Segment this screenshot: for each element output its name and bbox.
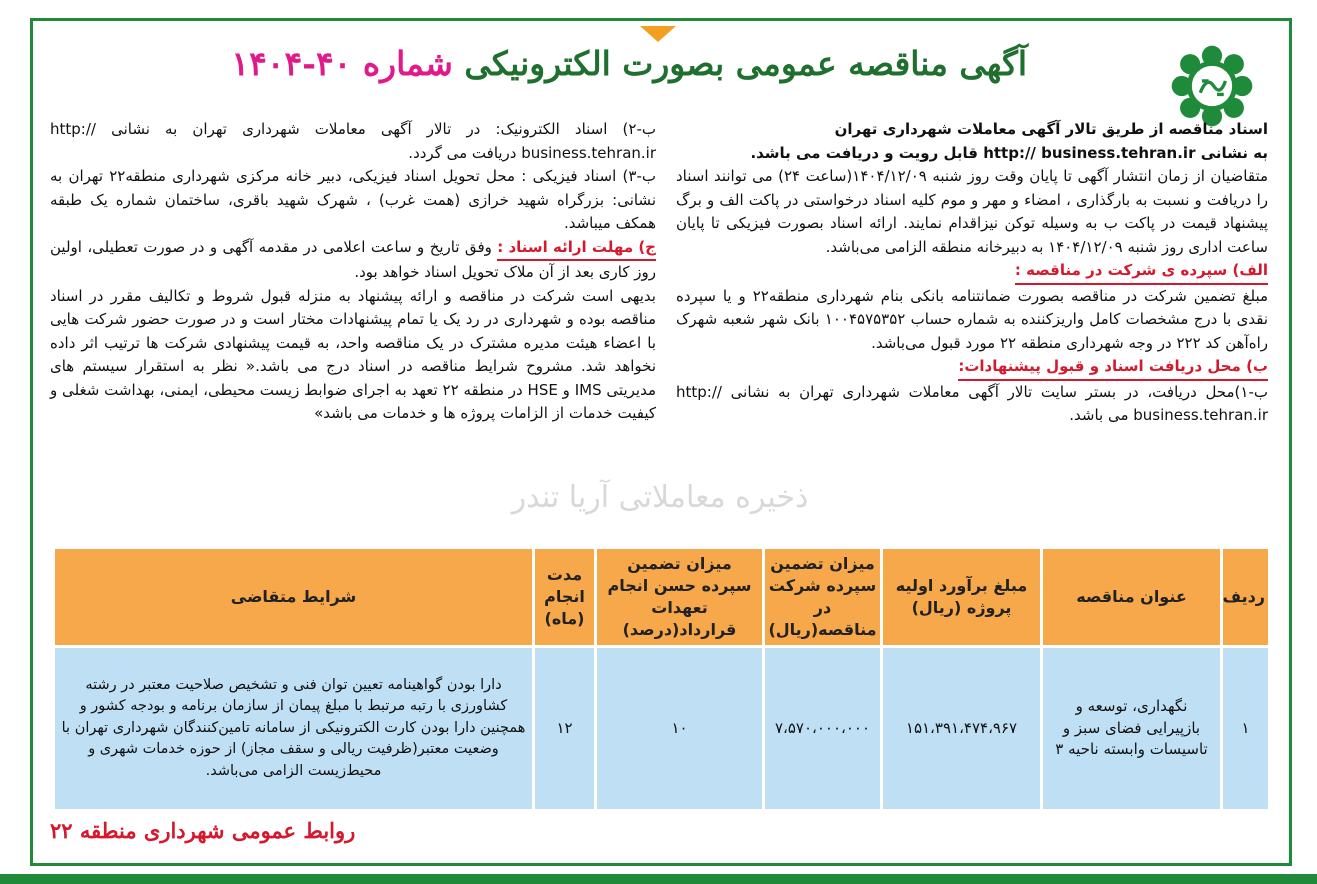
b1-prefix: ب-۱)محل دریافت، در بستر سایت تالار آگهی معاملات شهرداری تهران به نشانی: [721, 382, 1268, 401]
header-conditions: شرایط متقاضی: [54, 548, 534, 647]
intro-url-link[interactable]: http:// business.tehran.ir: [983, 143, 1196, 162]
c-paragraph: [50, 236, 656, 285]
bottom-green-bar: [0, 874, 1317, 884]
cell-row-number: ۱: [1222, 647, 1270, 811]
notice-title: [207, 44, 1027, 83]
deposit-paragraph: مبلغ تضمین شرکت در مناقصه بصورت ضمانتنامه بانکی بنام شهرداری منطقه۲۲ و یا سپرده نقدی با درج مشخصات کامل واریزکننده به شماره حساب ۱۰۰۴۵۷۵۳۵۲ بانک شهر شعبه شهرک راه‌آهن کد ۲۲۲ در وجه شهرداری منطقه ۲۲ مورد قبول می‌باشد.: [676, 286, 1269, 352]
b1-paragraph: [676, 381, 1268, 428]
c-body: وفق تاریخ و ساعت اعلامی در مقدمه آگهی و در صورت تعطیلی، اولین روز کاری بعد از آن ملاک تحویل اسناد خواهد بود.: [50, 237, 656, 281]
table-row: [54, 647, 1270, 811]
cell-estimate: ۱۵۱،۳۹۱،۴۷۴،۹۶۷: [882, 647, 1042, 811]
header-estimate: مبلغ برآورد اولیه پروژه (ریال): [882, 548, 1042, 647]
cell-guarantee: ۷،۵۷۰،۰۰۰،۰۰۰: [764, 647, 882, 811]
cell-conditions: دارا بودن گواهینامه تعیین توان فنی و تشخیص صلاحیت معتبر در رشته کشاورزی با رتبه مرتبط با مبلغ پیمان از سازمان برنامه و بودجه کشور و همچنین دارا بودن کارت الکترونیکی از سامانه تامین‌کنندگان شهرداری تهران با وضعیت معتبر(ظرفیت ریالی و سقف مجاز) از حوزه خدمات شهری و محیط‌زیست الزامی می‌باشد.: [54, 647, 534, 811]
cell-performance: ۱۰: [596, 647, 764, 811]
header-tender-title: عنوان مناقصه: [1042, 548, 1222, 647]
intro-line-2-prefix: به نشانی: [1195, 143, 1268, 162]
intro-body: متقاضیان از زمان انتشار آگهی تا پایان وقت روز شنبه ۱۴۰۴/۱۲/۰۹(ساعت ۲۴) می توانند اسناد را دریافت و نسبت به بارگذاری ، امضاء و مهر و موم کلیه اسناد درخواستی در پاکت الف و برگ پیشنهاد قیمت در پاکت ب به وسیله توکن نیزاقدام نمایند. ارائه اسناد بصورت فیزیکی تا پایان ساعت اداری روز شنبه ۱۴۰۴/۱۲/۰۹ به دبیرخانه منطقه الزامی می‌باشد.: [676, 167, 1268, 256]
b2-url-link[interactable]: http:// business.tehran.ir: [50, 120, 656, 162]
cell-duration: ۱۲: [534, 647, 596, 811]
b2-paragraph: [50, 118, 656, 165]
table-header-row: [54, 548, 1270, 647]
b1-suffix: می باشد.: [1069, 406, 1134, 424]
top-notch-marker: [640, 26, 676, 42]
b1-url-link[interactable]: http:// business.tehran.ir: [676, 382, 1268, 424]
intro-line-2-suffix: قابل رویت و دریافت می باشد.: [750, 143, 984, 162]
cell-tender-title: نگهداری، توسعه و بازپیرایی فضای سبز و تاسیسات وابسته ناحیه ۳: [1042, 647, 1222, 811]
notice-title-main: آگهی مناقصه عمومی بصورت الکترونیکی: [452, 44, 1027, 83]
header-performance: میزان تضمین سپرده حسن انجام تعهدات قرارداد(درصد): [596, 548, 764, 647]
heading-deadline: ج) مهلت ارائه اسناد :: [497, 236, 656, 262]
notice-title-number: شماره ۴۰-۱۴۰۴: [231, 44, 453, 83]
intro-line-1: اسناد مناقصه از طریق تالار آگهی معاملات شهرداری تهران: [834, 120, 1268, 138]
b3-paragraph: ب-۳) اسناد فیزیکی : محل تحویل اسناد فیزیکی، دبیر خانه مرکزی شهرداری منطقه۲۲ تهران به نشانی: بزرگراه شهید خرازی (همت غرب) ، شهرک شهید باقری، ساختمان شماره یک طبقه همکف میباشد.: [50, 167, 656, 232]
right-text-column: [676, 118, 1268, 428]
footer-signature: روابط عمومی شهرداری منطقه ۲۲: [50, 818, 356, 843]
heading-document-location: ب) محل دریافت اسناد و قبول پیشنهادات:: [958, 355, 1268, 381]
tender-table: [52, 546, 1271, 812]
header-guarantee: میزان تضمین سپرده شرکت در مناقصه(ریال): [764, 548, 882, 647]
header-duration: مدت انجام (ماه): [534, 548, 596, 647]
b2-prefix: ب-۲) اسناد الکترونیک: در تالار آگهی معاملات شهرداری تهران به نشانی: [95, 120, 656, 138]
header-row-number: ردیف: [1222, 548, 1270, 647]
intro-line-2: [676, 142, 1268, 166]
b2-suffix: دریافت می گردد.: [408, 143, 522, 162]
heading-deposit: الف) سپرده ی شرکت در مناقصه :: [1015, 259, 1268, 285]
watermark-text: ذخیره معاملاتی آریا تندر: [511, 480, 809, 515]
tehran-municipality-logo-icon: [1170, 44, 1254, 128]
left-text-column: [50, 118, 656, 426]
d-paragraph: بدیهی است شرکت در مناقصه و ارائه پیشنهاد به منزله قبول شروط و تکالیف مقرر در اسناد مناقصه بوده و شهرداری در رد یک یا تمام پیشنهادات مختار است و در صورت حضور شرکت هایی با اعضاء هیئت مدیره مشترک در یک مناقصه واحد، به قیمت پیشنهادی شرکت ها ترتیب اثر داده نخواهد شد. مشروح شرایط مناقصه در اسناد درج می باشد.« نظر به استقرار سیستم های مدیریتی IMS و HSE در منطقه ۲۲ تعهد به اجرای ضوابط زیست محیطی، ایمنی، بهداشت شغلی و کیفیت خدمات از الزامات پروژه ها و خدمات می باشد»: [50, 286, 656, 422]
